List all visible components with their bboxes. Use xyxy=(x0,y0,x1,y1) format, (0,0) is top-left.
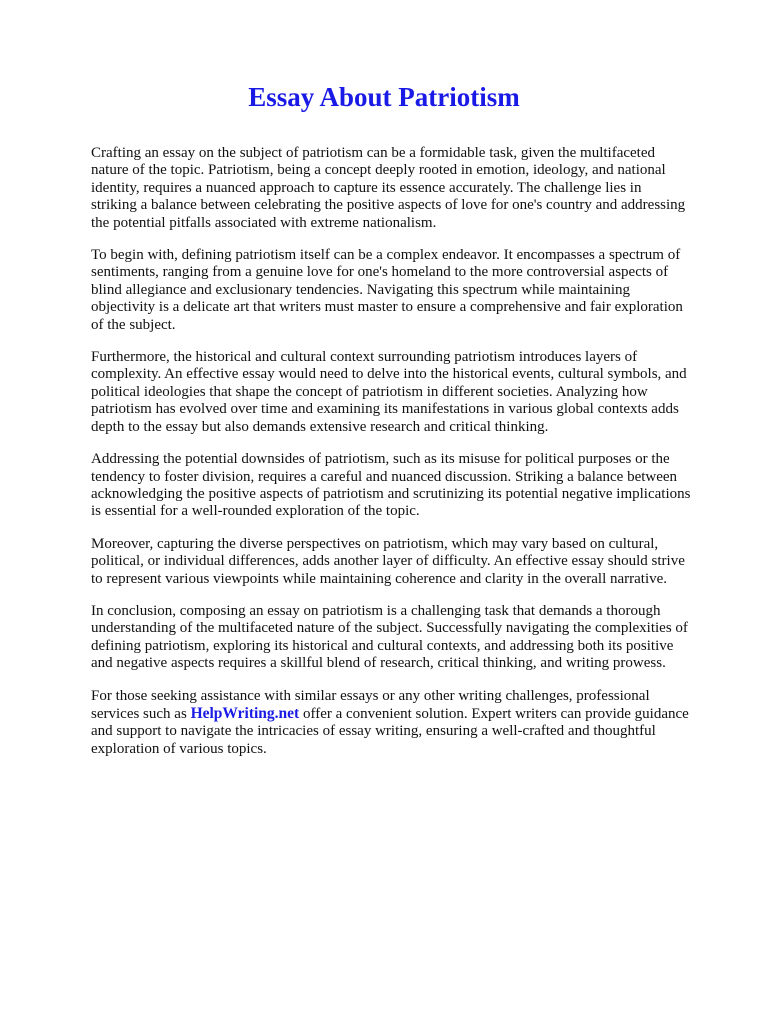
paragraph-3: Furthermore, the historical and cultural context surrounding patriotism introduces layers of complexity. An effective essay would need to delve into the historical events, cultural symbols, and political ideologies that shape the concept of patriotism in different societies. Analyzing how patriotism has evolved over time and examining its manifestations in various global contexts adds depth to the essay but also demands extensive research and critical thinking. xyxy=(91,349,687,435)
document-title: Essay About Patriotism xyxy=(248,82,520,112)
document-body xyxy=(91,145,691,773)
paragraph-7-before-link: For those seeking assistance with similar essays or any other writing challenges, professional services such as xyxy=(91,687,650,722)
helpwriting-link[interactable]: HelpWriting.net xyxy=(190,704,300,722)
paragraph-7 xyxy=(91,688,691,759)
paragraph-1: Crafting an essay on the subject of patriotism can be a formidable task, given the multifaceted nature of the topic. Patriotism, being a concept deeply rooted in emotion, ideology, and national identity, requires a nuanced approach to capture its essence accurately. The challenge lies in striking a balance between celebrating the positive aspects of love for one's country and addressing the potential pitfalls associated with extreme nationalism. xyxy=(91,145,686,231)
paragraph-6: In conclusion, composing an essay on patriotism is a challenging task that demands a thorough understanding of the multifaceted nature of the subject. Successfully navigating the complexities of defining patriotism, exploring its historical and cultural contexts, and addressing both its positive and negative aspects requires a skillful blend of research, critical thinking, and writing prowess. xyxy=(91,602,688,672)
paragraph-7-after-link: offer a convenient solution. Expert writers can provide guidance and support to navigate the intricacies of essay writing, ensuring a well-crafted and thoughtful exploration of various topics. xyxy=(91,705,689,757)
paragraph-5: Moreover, capturing the diverse perspectives on patriotism, which may vary based on cultural, political, or individual differences, adds another layer of difficulty. An effective essay should strive to represent various viewpoints while maintaining coherence and clarity in the overall narrative. xyxy=(91,535,685,587)
paragraph-4: Addressing the potential downsides of patriotism, such as its misuse for political purposes or the tendency to foster division, requires a careful and nuanced discussion. Striking a balance between acknowledging the positive aspects of patriotism and scrutinizing its potential negative implications is essential for a well-rounded exploration of the topic. xyxy=(91,451,691,520)
paragraph-2: To begin with, defining patriotism itself can be a complex endeavor. It encompasses a spectrum of sentiments, ranging from a genuine love for one's homeland to the more controversial aspects of blind allegiance and exclusionary tendencies. Navigating this spectrum while maintaining objectivity is a delicate art that writers must master to ensure a comprehensive and fair exploration of the subject. xyxy=(91,247,683,333)
